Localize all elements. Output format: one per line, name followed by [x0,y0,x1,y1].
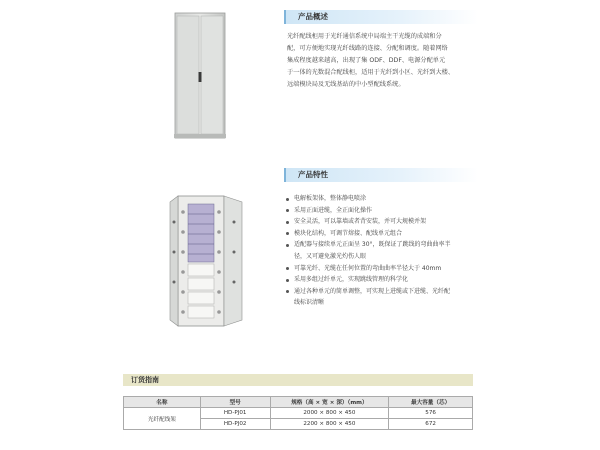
features-block [286,193,482,309]
feature-text: 电解板架体，整体静电喷涂 [294,195,367,202]
overview-line: 于一体的光数混合配线柜，适用于光纤到小区、光纤到大楼、 [287,69,455,76]
feature-item [286,216,482,228]
feature-text: 采用多组过纤单元，实现跳线管理的科学化 [294,276,409,284]
feature-item [286,193,482,205]
features-title: 产品特性 [284,168,478,182]
feature-text: 模块化结构，可调节熔接、配线单元组合 [294,229,403,237]
header-model: 型号 [200,397,270,408]
bullet-icon [286,279,289,282]
capacity-cell: 576 [389,408,473,419]
order-guide-title: 订货指南 [123,374,473,386]
product-name-cell: 光纤配线架 [124,408,201,430]
bullet-icon [286,267,289,270]
header-spec: 规格（高 × 宽 × 深）（mm） [270,397,389,408]
table-row [124,408,473,419]
feature-item-continuation [286,297,482,309]
spec-cell: 2000 × 800 × 450 [270,408,389,419]
feature-item [286,228,482,240]
feature-item-continuation [286,251,482,263]
feature-text: 采用正面进缆，全正面化操作 [294,206,373,214]
open-cabinet-image [168,192,246,330]
feature-text: 可靠光纤、光缆在任何位置的弯曲曲率半径大于 40mm [294,264,442,272]
spec-cell: 2200 × 800 × 450 [270,419,389,430]
overview-text [287,31,477,91]
order-table [123,396,473,430]
feature-text: 适配器与接续单元正面呈 30°，既保证了跳线的弯曲曲率半 [294,241,451,249]
closed-cabinet-image [170,10,230,140]
header-capacity: 最大容量（芯） [389,397,473,408]
feature-item [286,263,482,275]
table-header-row [124,397,473,408]
feature-text: 安全灵活，可以靠墙或者背安装，并可大规模并架 [294,218,427,226]
feature-text: 通过各种单元的简单调整，可实现上进缆或下进缆、光纤配 [294,287,451,295]
bullet-icon [286,290,289,293]
bullet-icon [286,244,289,247]
overview-line: 配，可方便地实现光纤线路的连接、分配和调度。随着网络 [287,45,448,52]
feature-item [286,239,482,251]
bullet-icon [286,209,289,212]
feature-text: 径，又可避免激光灼伤人眼 [294,252,367,260]
model-cell: HD-PJ02 [200,419,270,430]
bullet-icon [286,232,289,235]
feature-item [286,274,482,286]
overview-line: 光纤配线柜用于光纤通信系统中局端主干光缆的成端和分 [287,33,442,40]
bullet-icon [286,198,289,201]
capacity-cell: 672 [389,419,473,430]
model-cell: HD-PJ01 [200,408,270,419]
feature-item [286,286,482,298]
header-name: 名称 [124,397,201,408]
feature-text: 线标识清晰 [294,299,325,307]
overview-title: 产品概述 [284,10,478,24]
bullet-icon [286,221,289,224]
overview-line: 集成程度越来越高，出现了集 ODF、DDF、电源分配单元 [287,57,446,64]
feature-item [286,205,482,217]
overview-line: 远端模块局及无线基站的中小型配线系统。 [287,81,405,88]
